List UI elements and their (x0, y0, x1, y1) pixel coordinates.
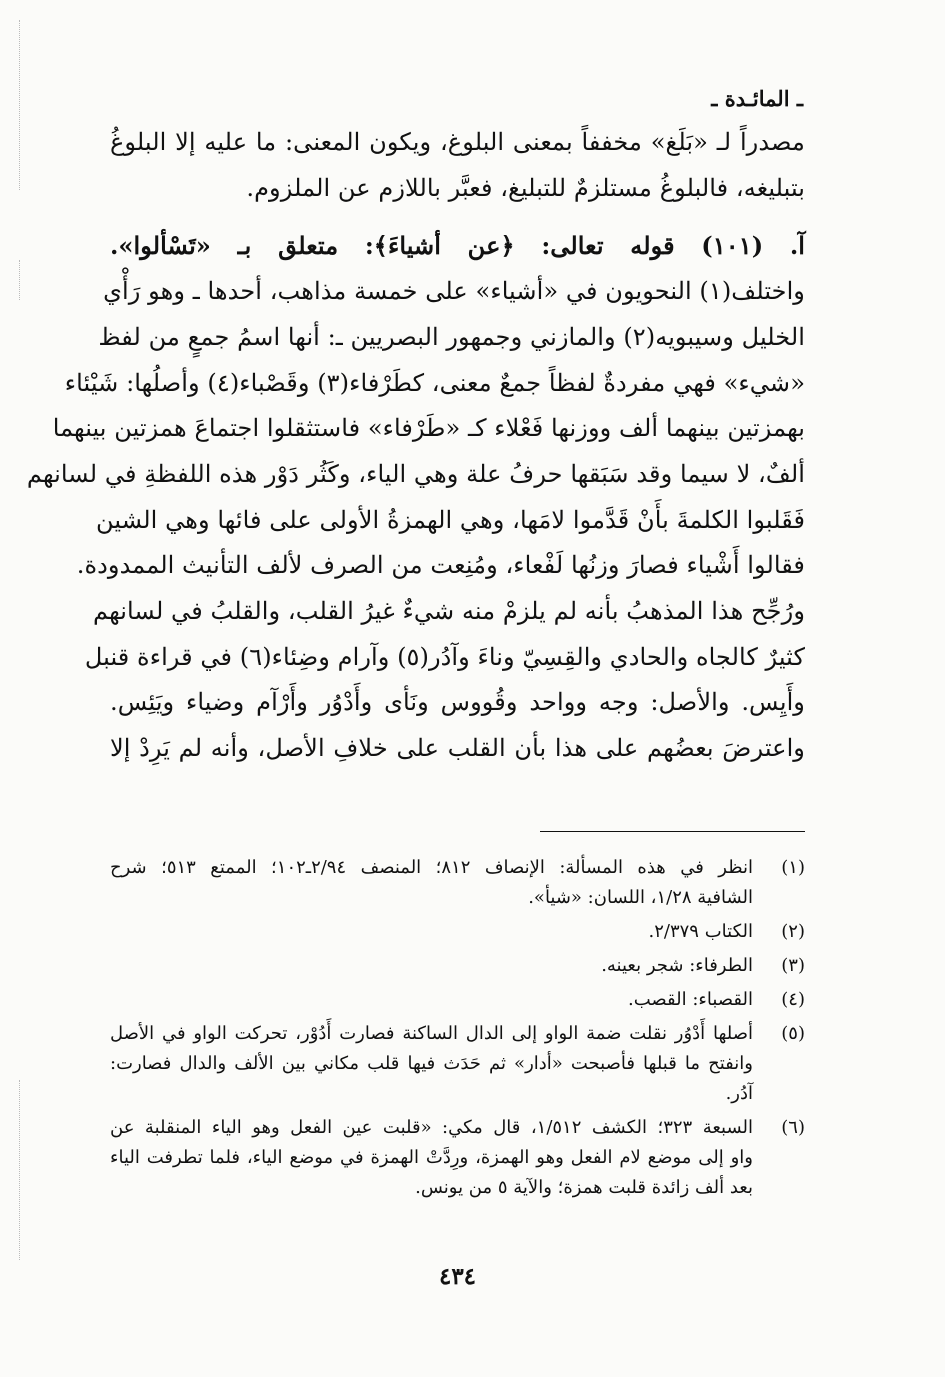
footnote (110, 985, 805, 1015)
footnote-line: أصلها أَدْوُر نقلت ضمة الواو إلى الدال الساكنة فصارت أَدُوْر، تحركت الواو في الأصل (110, 1023, 753, 1044)
footnote (110, 917, 805, 947)
footnote-line: واو إلى موضع لام الفعل وهو الهمزة، ورِدَّتْ الهمزة في موضع الياء، فلما تطرفت الياء (110, 1147, 753, 1168)
page-number: ٤٣٤ (438, 1263, 477, 1290)
footnote (110, 1113, 805, 1203)
text-line: آ. (١٠١) قوله تعالى: ﴿عن أشياءَ﴾: متعلق بـ «تَسْألوا». (110, 231, 805, 261)
text-line: بتبليغه، فالبلوغُ مستلزمٌ للتبليغ، فعبَّر باللازم عن الملزوم. (246, 173, 805, 202)
text-line: ألفٌ، لا سيما وقد سَبَقها حرفُ علة وهي الياء، وكَثُر دَوْر هذه اللفظةِ في لسانهم (26, 459, 805, 488)
text-line: فقالوا أَشْياء فصارَ وزنُها لَفْعاء، ومُنِعت من الصرف لألف التأنيث الممدودة. (76, 551, 805, 580)
footnote-number: (١) (781, 857, 805, 878)
footnote-line: الطرفاء: شجر بعينه. (601, 955, 753, 976)
footnote-line: القصباء: القصب. (628, 989, 753, 1010)
text-line: وأَيِس. والأصل: وجه وواحد وقُووس ونَأى وأَدْوُر وأَرْآم وضياء ويَئِس. (110, 688, 805, 717)
text-line: فَقَلبوا الكلمةَ بأَنْ قَدَّموا لامَها، وهي الهمزةُ الأولى على فائها وهي الشين (96, 505, 805, 534)
footnote-line: وانفتح ما قبلها فأصبحت «أدار» ثم حَدَث فيها قلب مكاني بين الألف والدال فصارت: (110, 1053, 753, 1074)
footnote (110, 853, 805, 913)
footnote-divider (540, 831, 805, 832)
footnote-line: آدُر. (725, 1083, 753, 1104)
footnote-number: (٤) (781, 989, 805, 1010)
footnote-line: الشافية ١/٢٨، اللسان: «شيأ». (528, 887, 753, 908)
footnote-line: السبعة ٣٢٣؛ الكشف ١/٥١٢، قال مكي: «قلبت عين الفعل وهو الياء المنقلبة عن (110, 1117, 754, 1138)
scan-edge-mark (19, 20, 20, 190)
text-line: بهمزتين بينهما ألف ووزنها فَعْلاء كـ «طَرْفاء» فاستثقلوا اجتماعَ همزتين بينهما (52, 414, 805, 443)
footnote-line: انظر في هذه المسألة: الإنصاف ٨١٢؛ المنصف ٢/٩٤ـ١٠٢؛ الممتع ٥١٣؛ شرح (110, 857, 753, 878)
text-line: «شيء» فهي مفردةٌ لفظاً جمعٌ معنى، كطَرْفاء(٣) وقَصْباء(٤) وأصلُها: شَيْئاء (64, 368, 805, 397)
footnote-line: الكتاب ٢/٣٧٩. (648, 921, 753, 942)
text-line: واعترضَ بعضُهم على هذا بأن القلب على خلافِ الأصل، وأنه لم يَرِدْ إلا (110, 734, 805, 763)
footnote-number: (٢) (781, 921, 805, 942)
text-line: ورُجِّح هذا المذهبُ بأنه لم يلزمْ منه شيءٌ غيرُ القلب، والقلبُ في لسانهم (93, 597, 805, 626)
text-line: واختلف(١) النحويون في «أشياء» على خمسة مذاهب، أحدها ـ وهو رَأْي (103, 277, 805, 306)
footnote-number: (٥) (781, 1023, 805, 1044)
scan-edge-mark (19, 1080, 20, 1260)
footnote-number: (٣) (781, 955, 805, 976)
scan-edge-mark (19, 260, 20, 300)
book-page (26, 78, 805, 1328)
running-header: ـ المائـدة ـ (711, 86, 803, 111)
main-text (26, 120, 805, 772)
text-line: الخليل وسيبويه(٢) والمازني وجمهور البصريين ـ: أنها اسمُ جمعٍ من لفظ (98, 322, 805, 351)
footnotes (110, 853, 805, 1207)
text-line: كثيرٌ كالجاه والحادي والقِسِيّ وناءَ وآدُر(٥) وآرام وضِئاء(٦) في قراءة قنبل (84, 642, 805, 671)
footnote (110, 1019, 805, 1109)
footnote-line: بعد ألف زائدة قلبت همزة؛ والآية ٥ من يونس. (415, 1177, 753, 1198)
footnote-number: (٦) (781, 1117, 805, 1138)
footnote (110, 951, 805, 981)
text-line: مصدراً لـ «بَلَغ» مخففاً بمعنى البلوغ، ويكون المعنى: ما عليه إلا البلوغُ (110, 128, 805, 156)
